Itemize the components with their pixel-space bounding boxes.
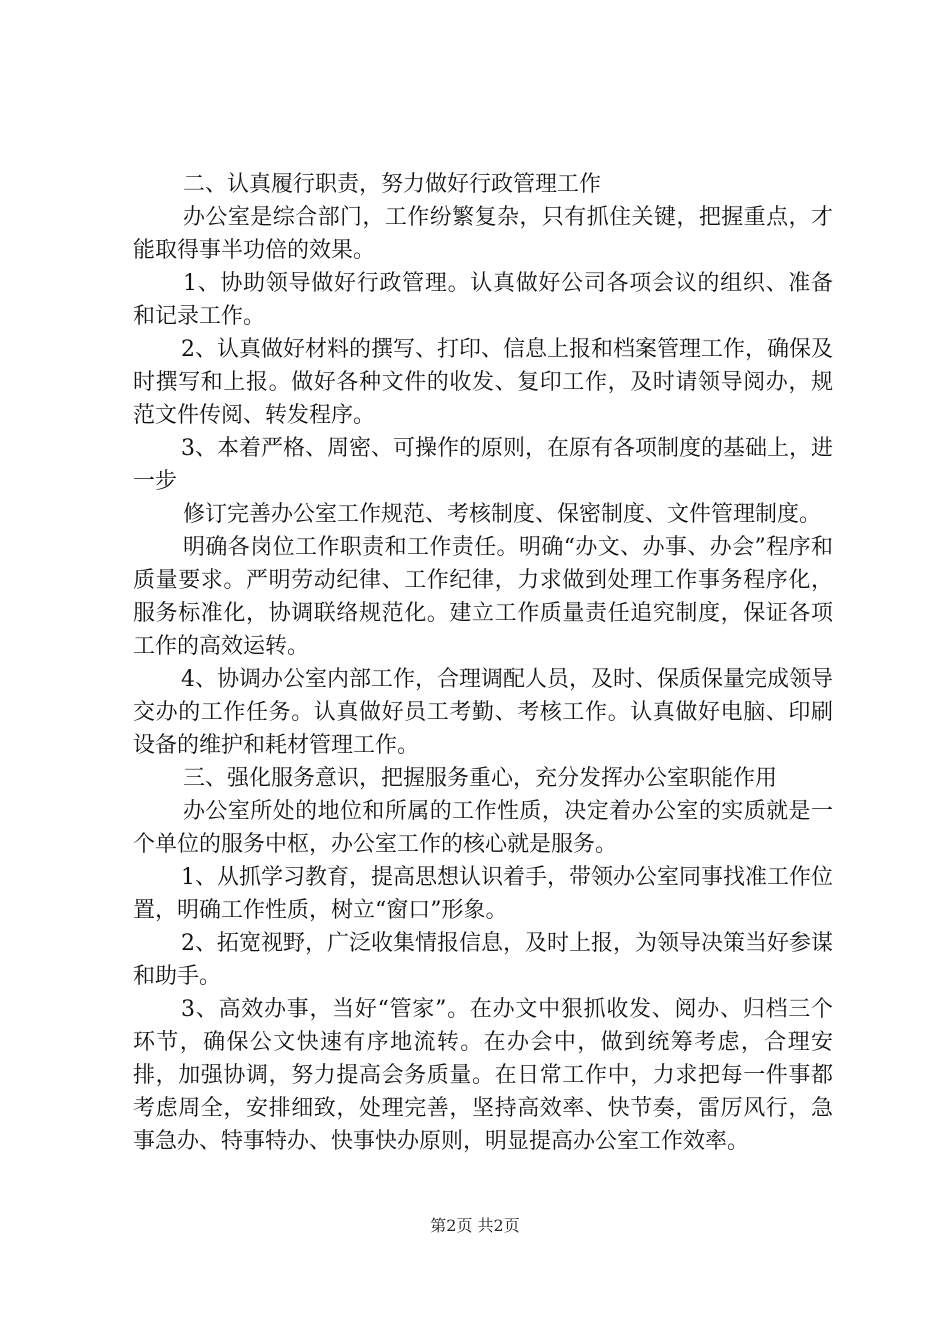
paragraph: 4、协调办公室内部工作，合理调配人员，及时、保质保量完成领导交办的工作任务。认真做好员工考勤、考核工作。认真做好电脑、印刷设备的维护和耗材管理工作。 (133, 667, 833, 758)
paragraph: 2、认真做好材料的撰写、打印、信息上报和档案管理工作，确保及时撰写和上报。做好各种文件的收发、复印工作，及时请领导阅办，规范文件传阅、转发程序。 (133, 337, 833, 428)
paragraph: 修订完善办公室工作规范、考核制度、保密制度、文件管理制度。 (183, 502, 822, 527)
document-body (133, 168, 833, 1158)
section-heading-three: 三、强化服务意识，把握服务重心，充分发挥办公室职能作用 (183, 766, 778, 791)
paragraph: 办公室所处的地位和所属的工作性质，决定着办公室的实质就是一个单位的服务中枢，办公室工作的核心就是服务。 (133, 799, 833, 857)
paragraph: 3、高效办事，当好“管家”。在办文中狠抓收发、阅办、归档三个环节，确保公文快速有序地流转。在办会中，做到统筹考虑，合理安排，加强协调，努力提高会务质量。在日常工作中，力求把每一件事都考虑周全，安排细致，处理完善，坚持高效率、快节奏，雷厉风行，急事急办、特事特办、快事快办原则，明显提高办公室工作效率。 (133, 997, 833, 1154)
paragraph: 明确各岗位工作职责和工作责任。明确“办文、办事、办会”程序和质量要求。严明劳动纪律、工作纪律，力求做到处理工作事务程序化，服务标准化，协调联络规范化。建立工作质量责任追究制度，保证各项工作的高效运转。 (133, 535, 833, 659)
section-heading-two: 二、认真履行职责，努力做好行政管理工作 (183, 172, 602, 197)
paragraph: 1、协助领导做好行政管理。认真做好公司各项会议的组织、准备和记录工作。 (133, 271, 833, 329)
page-number-footer: 第2页 共2页 (430, 1216, 520, 1235)
paragraph: 2、拓宽视野，广泛收集情报信息，及时上报，为领导决策当好参谋和助手。 (133, 931, 833, 989)
paragraph: 1、从抓学习教育，提高思想认识着手，带领办公室同事找准工作位置，明确工作性质，树立“窗口”形象。 (133, 865, 833, 923)
paragraph: 办公室是综合部门，工作纷繁复杂，只有抓住关键，把握重点，才能取得事半功倍的效果。 (133, 205, 833, 263)
paragraph: 3、本着严格、周密、可操作的原则，在原有各项制度的基础上，进一步 (133, 436, 833, 494)
